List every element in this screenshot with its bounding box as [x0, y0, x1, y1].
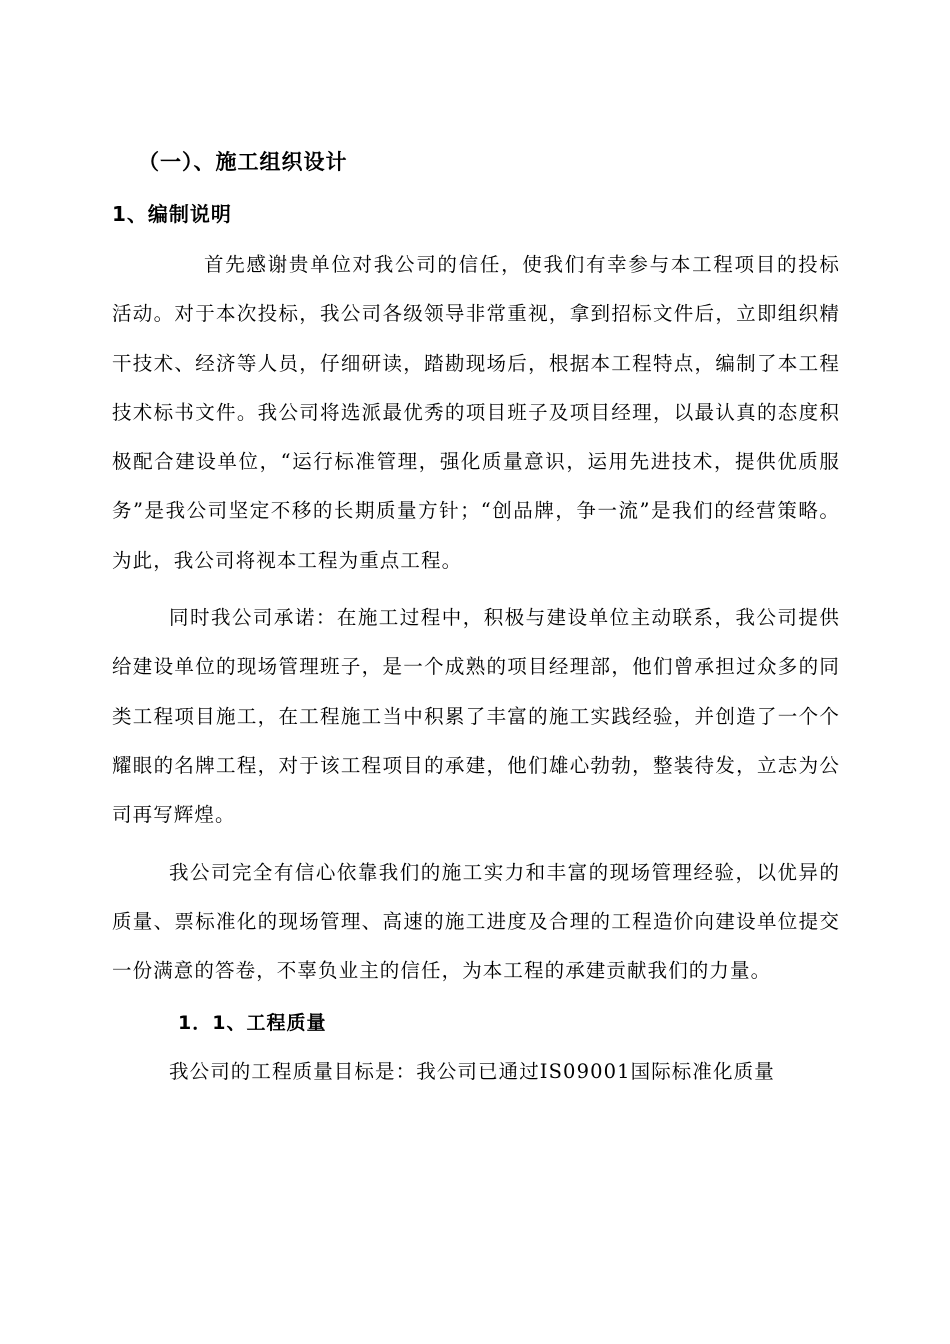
subsection-heading: 1．1、工程质量: [178, 1012, 327, 1035]
chapter-heading: 1、编制说明: [112, 202, 232, 226]
paragraph-commitment: 同时我公司承诺：在施工过程中，积极与建设单位主动联系，我公司提供给建设单位的现场管理班子，是一个成熟的项目经理部，他们曾承担过众多的同类工程项目施工，在工程施工当中积累了丰富的施工实践经验，并创造了一个个耀眼的名牌工程，对于该工程项目的承建，他们雄心勃勃，整装待发，立志为公司再写辉煌。: [112, 606, 840, 827]
paragraph-quality: 我公司的工程质量目标是：我公司已通过IS09001国际标准化质量: [169, 1060, 775, 1084]
paragraph-confidence: 我公司完全有信心依靠我们的施工实力和丰富的现场管理经验，以优异的质量、票标准化的现场管理、高速的施工进度及合理的工程造价向建设单位提交一份满意的答卷，不辜负业主的信任，为本工程的承建贡献我们的力量。: [112, 860, 840, 983]
section-heading: （一）、施工组织设计: [138, 150, 348, 174]
paragraph-intro: 首先感谢贵单位对我公司的信任，使我们有幸参与本工程项目的投标活动。对于本次投标，我公司各级领导非常重视，拿到招标文件后，立即组织精干技术、经济等人员，仔细研读，踏勘现场后，根据本工程特点，编制了本工程技术标书文件。我公司将选派最优秀的项目班子及项目经理，以最认真的态度积极配合建设单位，“运行标准管理，强化质量意识，运用先进技术，提供优质服务”是我公司坚定不移的长期质量方针；“创品牌，争一流”是我们的经营策略。为此，我公司将视本工程为重点工程。: [112, 253, 840, 572]
page-content: [112, 142, 840, 1105]
